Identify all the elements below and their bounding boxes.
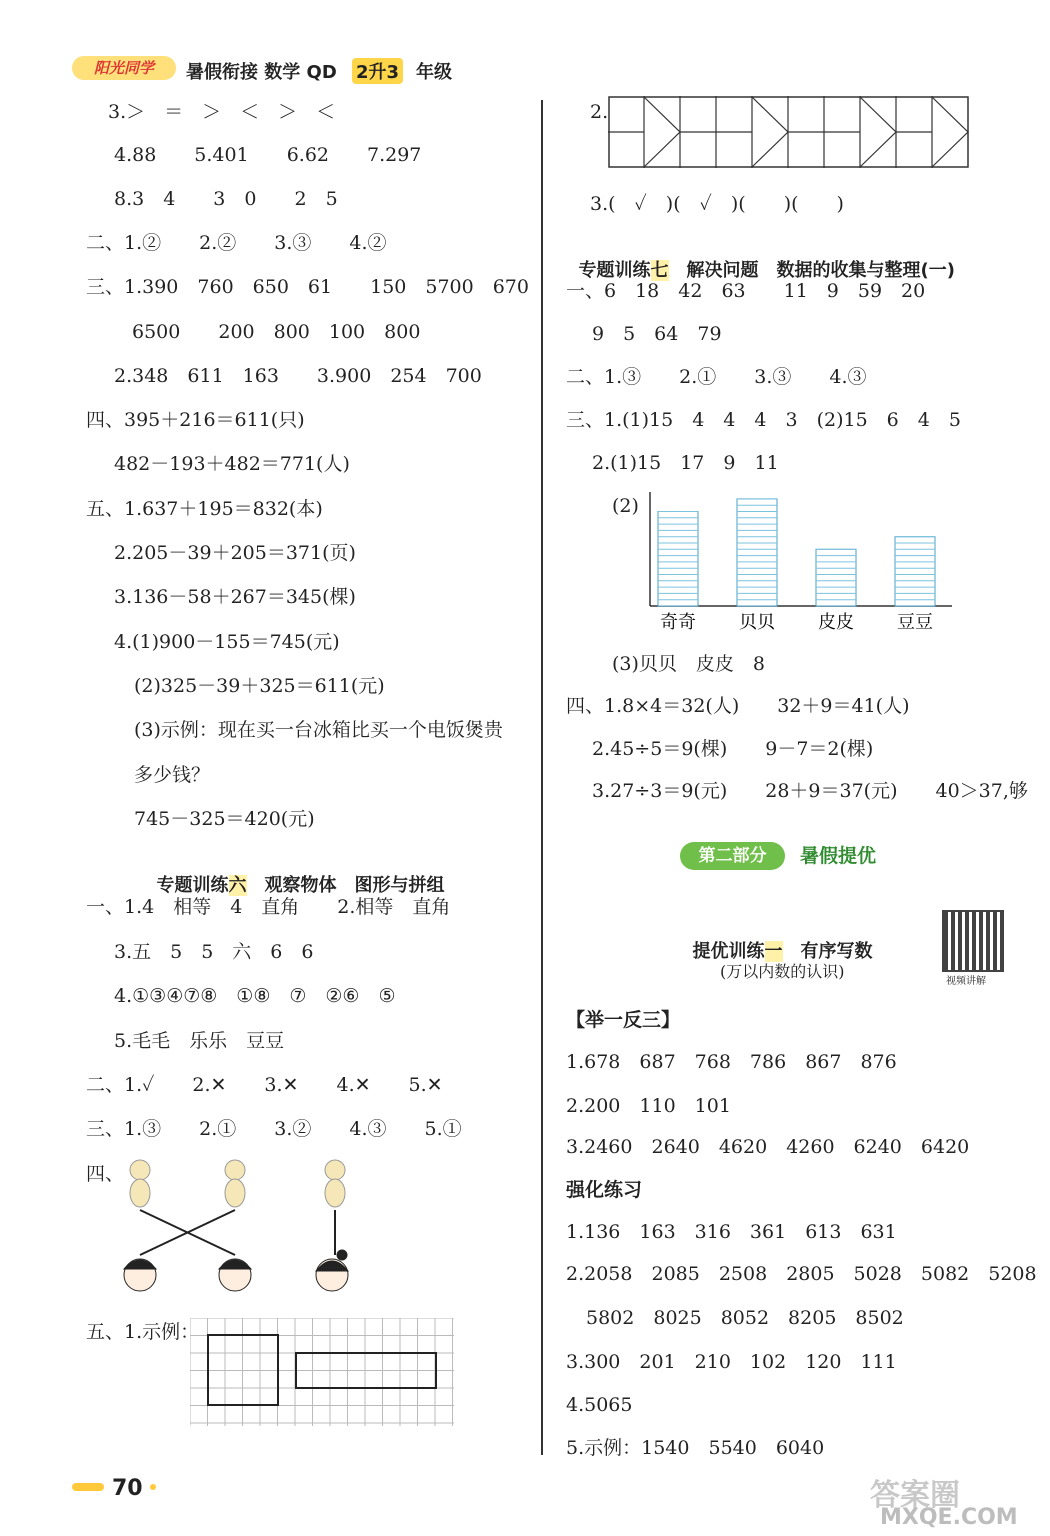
answer-line: (2) <box>612 495 639 517</box>
answer-line: 5802 8025 8052 8205 8502 <box>586 1307 904 1329</box>
answer-line: 五、1.示例： <box>86 1321 200 1343</box>
matching-figure <box>110 1155 370 1295</box>
page-bar <box>72 1483 104 1491</box>
answer-line: 2.200 110 101 <box>566 1095 731 1117</box>
answer-line: 二、1.✓ 2.✕ 3.✕ 4.✕ 5.✕ <box>86 1074 443 1096</box>
answer-line: 4.(1)900－155＝745(元) <box>114 631 340 653</box>
answer-line: 4.88 5.401 6.62 7.297 <box>114 144 422 166</box>
answer-line: 482－193＋482＝771(人) <box>114 453 350 475</box>
answer-line: 三、1.(1)15 4 4 4 3 (2)15 6 4 5 <box>566 409 961 431</box>
section-title: 观察物体 图形与拼组 <box>264 875 445 896</box>
grid-drawing <box>190 1318 454 1426</box>
answer-line: 3.＞ ＝ ＞ ＜ ＞ ＜ <box>108 101 336 123</box>
answer-line: 3.27÷3＝9(元) 28＋9＝37(元) 40＞37,够 <box>592 780 1028 802</box>
answer-line: 3.2460 2640 4620 4260 6240 6420 <box>566 1136 970 1158</box>
section-prefix: 专题训练 <box>156 875 229 896</box>
section-number: 七 <box>650 260 669 281</box>
answer-line: 四、395＋216＝611(只) <box>86 409 305 431</box>
answer-line: 一、1.4 相等 4 直角 2.相等 直角 <box>86 896 451 918</box>
grade-badge: 2升3 <box>352 58 403 84</box>
bar-贝贝 <box>737 499 777 606</box>
bar-豆豆 <box>895 537 935 606</box>
answer-line: 745－325＝420(元) <box>134 808 315 830</box>
answer-line: 4.①③④⑦⑧ ①⑧ ⑦ ②⑥ ⑤ <box>114 985 396 1007</box>
answer-line: 四、 <box>86 1163 125 1185</box>
watermark: 答案圈 <box>870 1478 960 1513</box>
answer-line: 5.示例：1540 5540 6040 <box>566 1437 825 1459</box>
answer-line: 多少钱？ <box>134 764 211 786</box>
bar-奇奇 <box>658 512 698 607</box>
answer-line: 3.300 201 210 102 120 111 <box>566 1351 897 1373</box>
answer-line: 3.( ✓ )( ✓ )( )( ) <box>590 193 844 215</box>
section-heading-6 <box>144 850 445 897</box>
pattern-strip <box>608 96 970 168</box>
section-prefix: 专题训练 <box>578 260 651 281</box>
section-prefix: 提优训练 <box>692 941 765 962</box>
answer-line: 1.136 163 316 361 613 631 <box>566 1221 897 1243</box>
part-badge: 第二部分 <box>680 842 785 870</box>
watermark-url: MXQE.COM <box>880 1505 1018 1530</box>
section-title: 解决问题 数据的收集与整理(一) <box>686 260 955 281</box>
answer-line: 9 5 64 79 <box>592 323 722 345</box>
answer-line: 5.毛毛 乐乐 豆豆 <box>114 1030 285 1052</box>
qr-label: 视频讲解 <box>946 976 986 987</box>
answer-line: 3.五 5 5 六 6 6 <box>114 941 314 963</box>
section-title: 有序写数 <box>800 941 873 962</box>
column-divider <box>541 100 543 1455</box>
answer-line: 2.(1)15 17 9 11 <box>592 452 779 474</box>
answer-line: (3)贝贝 皮皮 8 <box>612 653 766 675</box>
answer-line: 三、1.390 760 650 61 150 5700 670 <box>86 276 529 298</box>
answer-line: 2.348 611 163 3.900 254 700 <box>114 365 482 387</box>
answer-line: 2.45÷5＝9(棵) 9－7＝2(棵) <box>592 738 874 760</box>
bar-chart <box>640 488 960 638</box>
subheading: 强化练习 <box>566 1179 643 1201</box>
answer-line: 一、6 18 42 63 11 9 59 20 <box>566 280 926 302</box>
match-lines <box>140 1210 335 1255</box>
x-tick-label: 皮皮 <box>818 612 854 633</box>
child-face-icon <box>124 1250 348 1291</box>
answer-line: 3.136－58＋267＝345(棵) <box>114 586 356 608</box>
bar-皮皮 <box>816 549 856 606</box>
x-tick-label: 奇奇 <box>660 612 696 633</box>
page-number: 70 <box>112 1476 143 1501</box>
answer-line: 2.205－39＋205＝371(页) <box>114 542 356 564</box>
answer-line: 二、1.② 2.② 3.③ 4.② <box>86 232 387 254</box>
section-number: 一 <box>764 941 783 962</box>
section-number: 六 <box>228 875 247 896</box>
answer-line: 4.5065 <box>566 1394 633 1416</box>
section-heading-7 <box>566 235 955 282</box>
answer-line: (2)325－39＋325＝611(元) <box>134 675 385 697</box>
answer-line: 三、1.③ 2.① 3.② 4.③ 5.① <box>86 1118 462 1140</box>
answer-line: 2.2058 2085 2508 2805 5028 5082 5208 <box>566 1263 1037 1285</box>
qr-code-icon[interactable] <box>942 910 1004 972</box>
section-subtitle: (万以内数的认识) <box>720 962 845 981</box>
toy-figure-icon <box>130 1160 345 1207</box>
brand-logo: 阳光同学 <box>72 56 176 80</box>
book-title: 暑假衔接 数学 QD <box>186 62 337 83</box>
answer-line: 6500 200 800 100 800 <box>132 321 421 343</box>
section-heading-t1 <box>680 916 873 963</box>
x-tick-label: 豆豆 <box>897 612 933 633</box>
subheading: 【举一反三】 <box>566 1009 681 1031</box>
answer-line: 二、1.③ 2.① 3.③ 4.③ <box>566 366 867 388</box>
answer-line: (3)示例：现在买一台冰箱比买一个电饭煲贵 <box>134 719 503 741</box>
answer-line: 五、1.637＋195＝832(本) <box>86 498 323 520</box>
x-tick-label: 贝贝 <box>739 612 775 633</box>
answer-line: 8.3 4 3 0 2 5 <box>114 188 338 210</box>
page-dot <box>150 1484 156 1490</box>
grade-label: 年级 <box>416 62 452 83</box>
answer-line: 四、1.8×4＝32(人) 32＋9＝41(人) <box>566 695 910 717</box>
answer-line: 2. <box>590 101 609 123</box>
part-subtitle: 暑假提优 <box>800 845 877 867</box>
answer-line: 1.678 687 768 786 867 876 <box>566 1051 897 1073</box>
